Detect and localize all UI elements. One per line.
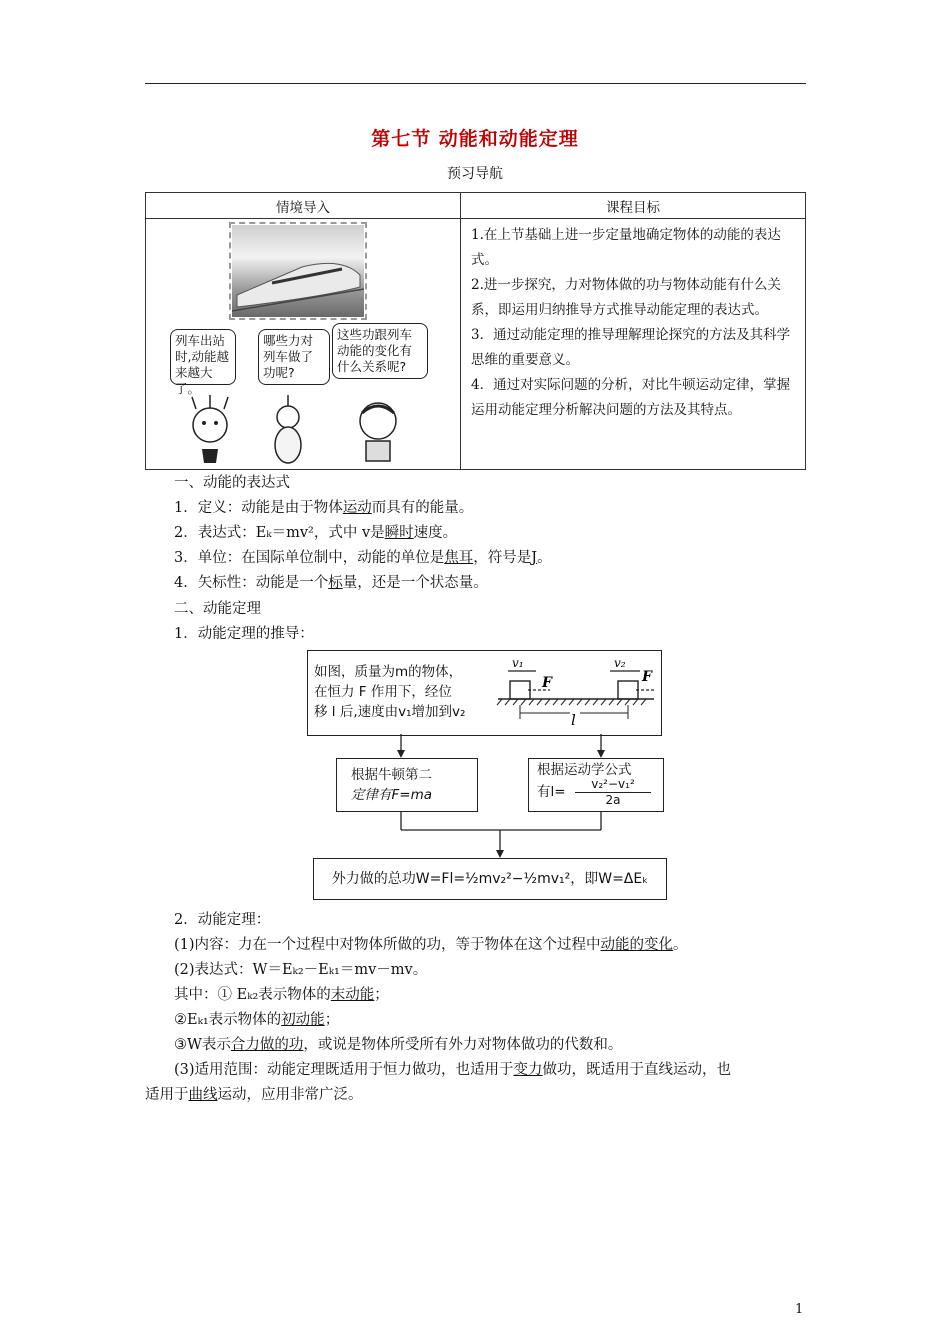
goals-cell [461,219,806,470]
s1-item4: 4．矢标性：动能是一个标量，还是一个状态量。 [174,575,488,591]
s2-p7: 适用于曲线运动，应用非常广泛。 [145,1087,363,1103]
s2-sub1: 1．动能定理的推导： [174,626,314,642]
ground-hatching [497,699,646,705]
scenario-cell [146,219,461,470]
goal-3: 3．通过动能定理的推导理解理论探究的方法及其科学思维的重要意义。 [471,327,791,368]
preview-table [145,192,806,470]
goal-4: 4．通过对实际问题的分析，对比牛顿运动定律，掌握运用动能定理分析解决问题的方法及其特点。 [471,377,791,418]
total-work-box: 外力做的总功W=Fl=½mv₂²−½mv₁²，即W=ΔEₖ [313,858,667,900]
kinematics-numerator: v₂²−v₁² [575,777,651,793]
s2-p2: (2)表达式：W＝Eₖ₂－Eₖ₁＝mv－mv。 [174,962,428,978]
newton-law-box [336,758,478,812]
derivation-top-box [307,650,662,736]
bubble-kid: 列车出站时,动能越来越大了。 [170,329,236,385]
s2-p5: ③W表示合力做的功，或说是物体所受所有外力对物体做功的代数和。 [174,1037,623,1053]
s1-item3: 3．单位：在国际单位制中，动能的单位是焦耳，符号是J。 [174,550,552,566]
page-title: 第七节 动能和动能定理 [371,128,579,150]
page-number: 1 [795,1302,804,1317]
col-header-scenario: 情境导入 [146,193,461,219]
motion-sketch [494,653,654,731]
section1-heading: 一、动能的表达式 [174,475,290,491]
v1-label: v₁ [512,656,524,670]
s2-p6: (3)适用范围：动能定理既适用于恒力做功，也适用于变力做功，既适用于直线运动，也 [174,1062,732,1078]
displacement-label: l [571,711,576,729]
kinematics-denominator: 2a [605,793,621,807]
kinematics-box [528,758,664,812]
top-box-text-2: 在恒力 F 作用下，经位 [314,684,452,700]
header-rule [145,83,806,84]
s2-sub2: 2．动能定理： [174,912,271,928]
s1-item2: 2．表达式：Eₖ＝mv²，式中 v是瞬时速度。 [174,525,458,541]
top-box-text-1: 如图，质量为m的物体， [314,664,463,680]
bubble-shinchan: 这些功跟列车动能的变化有什么关系呢? [332,323,428,379]
bubble-teletubby: 哪些力对列车做了功呢? [258,329,330,385]
force-label-2: F [642,669,652,685]
s1-item1: 1．定义：动能是由于物体运动而具有的能量。 [174,500,474,516]
cartoon-characters [170,387,440,467]
block-end [618,681,638,699]
newton-line-2: 定律有F=ma [351,787,432,803]
top-box-text-3: 移 l 后,速度由v₁增加到v₂ [314,704,466,720]
block-start [510,681,530,699]
s2-p4: ②Eₖ₁表示物体的初动能； [174,1012,340,1028]
newton-line-1: 根据牛顿第二 [351,767,432,783]
train-illustration [232,225,364,317]
v2-label: v₂ [614,656,626,670]
goal-2: 2.进一步探究，力对物体做的功与物体动能有什么关系，即运用归纳推导方式推导动能定理的表达式。 [471,277,781,318]
kinematics-prefix: 有l= [537,784,566,800]
section-subtitle: 预习导航 [447,166,503,182]
s2-p3: 其中：① Eₖ₂表示物体的末动能； [174,987,389,1003]
col-header-goals: 课程目标 [461,193,806,219]
section2-heading: 二、动能定理 [174,601,261,617]
s2-p1: (1)内容：力在一个过程中对物体所做的功，等于物体在这个过程中动能的变化。 [174,937,688,953]
goal-1: 1.在上节基础上进一步定量地确定物体的动能的表达式。 [471,227,781,268]
force-label-1: F [542,675,552,691]
kinematics-line-1: 根据运动学公式 [537,762,632,778]
train-photo [232,225,364,317]
